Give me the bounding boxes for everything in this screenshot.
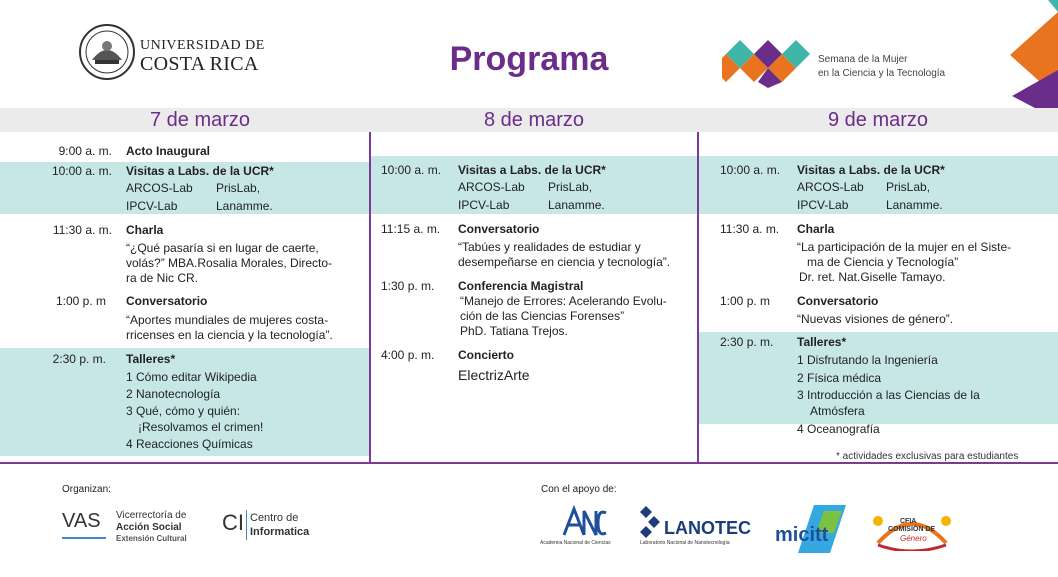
- lanotec-emblem-icon: [640, 506, 662, 540]
- event-time: 9:00 a. m.: [58, 144, 112, 158]
- corner-triangles-icon: [998, 0, 1058, 120]
- event-title: Charla: [797, 222, 835, 236]
- event-detail: ma de Ciencia y Tecnología”: [807, 255, 959, 269]
- lanotec-name: LANOTEC: [664, 518, 751, 538]
- workshop-item: 3 Qué, cómo y quién:: [126, 404, 241, 418]
- event-title: Visitas a Labs. de la UCR*: [797, 163, 945, 177]
- event-detail: IPCV-Lab: [126, 199, 178, 213]
- event-detail: ción de las Ciencias Forenses”: [460, 309, 625, 323]
- event-time: 10:00 a. m.: [720, 163, 781, 177]
- ci-line2: Informatica: [250, 526, 310, 538]
- workshop-item: 2 Nanotecnología: [126, 387, 221, 401]
- event-title: Visitas a Labs. de la UCR*: [458, 163, 606, 177]
- ci-line1: Centro de: [250, 512, 299, 524]
- event-detail: ARCOS-Lab: [797, 180, 864, 194]
- event-detail: Dr. ret. Nat.Giselle Tamayo.: [799, 270, 946, 284]
- event-detail: “La participación de la mujer en el Siste-: [797, 240, 1012, 254]
- event-detail: Lanamme.: [216, 199, 273, 213]
- event-title: Visitas a Labs. de la UCR*: [126, 164, 274, 178]
- anc-caption: Academia Nacional de Ciencias: [540, 540, 611, 546]
- event-detail: ra de Nic CR.: [126, 271, 199, 285]
- event-detail: IPCV-Lab: [458, 198, 510, 212]
- event-title: Conversatorio: [458, 222, 540, 236]
- vas-abbr: VAS: [62, 510, 101, 532]
- event-detail: PhD. Tatiana Trejos.: [460, 324, 568, 338]
- event-title: Conversatorio: [797, 294, 879, 308]
- day-label-8: 8 de marzo: [483, 109, 585, 131]
- vas-line3: Extensión Cultural: [116, 534, 187, 543]
- workshop-item: 1 Cómo editar Wikipedia: [126, 370, 257, 384]
- day-label-9: 9 de marzo: [827, 109, 929, 131]
- event-time: 4:00 p. m.: [381, 348, 435, 362]
- event-time: 2:30 p. m.: [52, 352, 106, 366]
- event-time: 11:30 a. m.: [52, 223, 112, 237]
- vas-underline: [62, 537, 106, 539]
- event-detail: “Manejo de Errores: Acelerando Evolu-: [460, 294, 667, 308]
- event-time: 11:15 a. m.: [381, 222, 441, 236]
- cfia-line2: COMISIÓN DE: [888, 526, 936, 533]
- event-time: 1:30 p. m.: [381, 279, 435, 293]
- cfia-line3: Género: [900, 534, 927, 543]
- workshop-item: 3 Introducción a las Ciencias de la: [797, 388, 980, 402]
- event-detail: PrisLab,: [886, 180, 931, 194]
- lanotec-caption: Laboratorio Nacional de Nanotecnología: [640, 540, 730, 546]
- event-title: Talleres*: [126, 352, 176, 366]
- column-divider: [369, 132, 371, 462]
- event-detail: “Tabúes y realidades de estudiar y: [458, 240, 641, 254]
- workshop-item: Atmósfera: [810, 404, 865, 418]
- vas-line2: Acción Social: [116, 522, 182, 533]
- event-time: 10:00 a. m.: [381, 163, 442, 177]
- event-detail: PrisLab,: [548, 180, 593, 194]
- event-name-line2: en la Ciencia y la Tecnología: [818, 68, 946, 79]
- university-name-line2: COSTA RICA: [140, 53, 259, 75]
- event-detail: ARCOS-Lab: [458, 180, 525, 194]
- ci-divider: [246, 510, 247, 540]
- event-detail: Lanamme.: [548, 198, 605, 212]
- event-detail: desempeñarse en ciencia y tecnología”.: [458, 255, 671, 269]
- event-title: Charla: [126, 223, 164, 237]
- event-title: Acto Inaugural: [126, 144, 211, 158]
- event-time: 10:00 a. m.: [51, 164, 112, 178]
- event-detail: volás?” MBA.Rosalia Morales, Directo-: [126, 256, 333, 270]
- footnote: * actividades exclusivas para estudiantes: [836, 451, 1019, 462]
- anc-emblem-icon: [560, 503, 608, 539]
- page-title: Programa: [449, 40, 609, 78]
- event-detail: ARCOS-Lab: [126, 181, 193, 195]
- workshop-item: 2 Física médica: [797, 371, 882, 385]
- support-label: Con el apoyo de:: [541, 484, 617, 495]
- event-title: Concierto: [458, 348, 515, 362]
- event-title: Talleres*: [797, 335, 847, 349]
- event-name-line1: Semana de la Mujer: [818, 54, 908, 65]
- organizers-label: Organizan:: [62, 484, 111, 495]
- event-time: 11:30 a. m.: [720, 222, 780, 236]
- event-detail: IPCV-Lab: [797, 198, 849, 212]
- event-title: Conversatorio: [126, 294, 208, 308]
- table-bottom-rule: [0, 462, 1058, 464]
- event-time: 1:00 p. m: [55, 294, 106, 308]
- vas-line1: Vicerrectoría de: [116, 510, 187, 521]
- event-detail: Lanamme.: [886, 198, 943, 212]
- event-detail: ElectrizArte: [458, 367, 530, 383]
- micitt-name: micitt: [775, 524, 829, 546]
- university-name-line1: UNIVERSIDAD DE: [140, 38, 265, 53]
- event-detail: rricenses en la ciencia y la tecnología”.: [126, 328, 333, 342]
- cfia-line1: CFIA: [900, 518, 917, 525]
- workshop-item: 4 Reacciones Químicas: [126, 437, 253, 451]
- workshop-item: 4 Oceanografía: [797, 422, 880, 436]
- event-time: 1:00 p. m: [720, 294, 771, 308]
- day-label-7: 7 de marzo: [149, 109, 251, 131]
- workshop-item: 1 Disfrutando la Ingeniería: [797, 353, 938, 367]
- workshop-item: ¡Resolvamos el crimen!: [138, 420, 264, 434]
- event-logo: [722, 36, 982, 88]
- event-time: 2:30 p. m.: [720, 335, 774, 349]
- ci-abbr: CI: [222, 510, 244, 535]
- column-divider: [697, 132, 699, 462]
- event-title: Conferencia Magistral: [458, 279, 584, 293]
- event-detail: “Nuevas visiones de género”.: [797, 312, 954, 326]
- diamonds-logo-icon: [722, 36, 814, 88]
- event-detail: “Aportes mundiales de mujeres costa-: [126, 313, 329, 327]
- event-detail: “¿Qué pasaría si en lugar de caerte,: [126, 241, 319, 255]
- event-detail: PrisLab,: [216, 181, 261, 195]
